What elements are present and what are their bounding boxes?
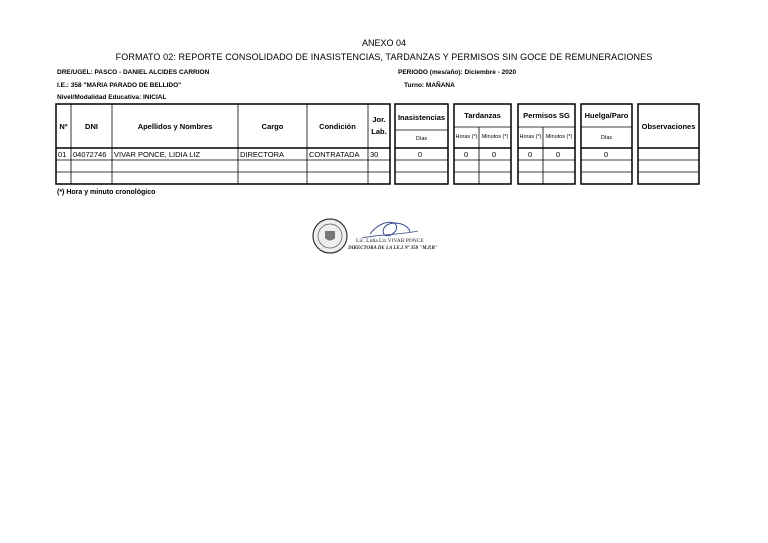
header-inasistencias-dias: Días [415,136,428,142]
footnote: (*) Hora y minuto cronológico [57,189,156,196]
official-seal-and-signature [310,216,466,256]
header-huelga-paro: Huelga/Paro [584,111,629,120]
row-inasistencias-dias: 0 [418,150,423,159]
header-tardanzas: Tardanzas [464,111,501,120]
header-permisos-minutos: Minutos (*) [545,134,573,140]
header-cargo: Cargo [261,121,284,131]
row-permisos-horas: 0 [528,150,533,159]
header-dni: DNI [85,121,98,131]
header-huelga-dias: Días [600,134,613,141]
row-nombre: VIVAR PONCE, LIDIA LIZ [114,150,201,159]
row-dni: 04072746 [73,150,107,159]
signature-name: Lic. Lidia Liz VIVAR PONCE [356,238,424,244]
signature-role: DIRECTORA DE LA I.E.I Nº 358 "M.P.B" [348,246,438,251]
header-condicion: Condición [319,121,356,131]
header-jornada-laboral: Jor. Lab. [371,115,387,136]
nivel-modalidad: Nivel/Modalidad Educativa: INICIAL [57,94,167,101]
header-tardanzas-minutos: Minutos (*) [481,134,509,140]
header-apellidos-nombres: Apellidos y Nombres [137,121,213,131]
header-observaciones: Observaciones [641,121,696,131]
row-numero: 01 [58,150,67,159]
row-cargo: DIRECTORA [240,150,285,159]
header-numero: Nº [59,121,68,131]
periodo: PERIODO (mes/año): Diciembre - 2020 [398,69,517,76]
report-title: FORMATO 02: REPORTE CONSOLIDADO DE INASISTENCIAS, TARDANZAS Y PERMISOS SIN GOCE DE REMUNERACIONES [115,52,653,62]
row-tardanzas-minutos: 0 [492,150,497,159]
row-tardanzas-horas: 0 [464,150,469,159]
turno: Turno: MAÑANA [404,82,455,89]
anexo-title: ANEXO 04 [361,38,407,48]
institucion: I.E.: 358 "MARIA PARADO DE BELLIDO" [57,82,182,89]
header-permisos-sg: Permisos SG [523,111,570,120]
row-permisos-minutos: 0 [556,150,561,159]
row-condicion: CONTRATADA [309,150,360,159]
row-jornada: 30 [370,150,379,159]
header-inasistencias: Inasistencias [397,112,446,122]
row-huelga-dias: 0 [604,150,609,159]
header-permisos-horas: Horas (*) [519,134,542,140]
dre-ugel: DRE/UGEL: PASCO - DANIEL ALCIDES CARRION [57,69,210,76]
header-tardanzas-horas: Horas (*) [455,134,478,140]
